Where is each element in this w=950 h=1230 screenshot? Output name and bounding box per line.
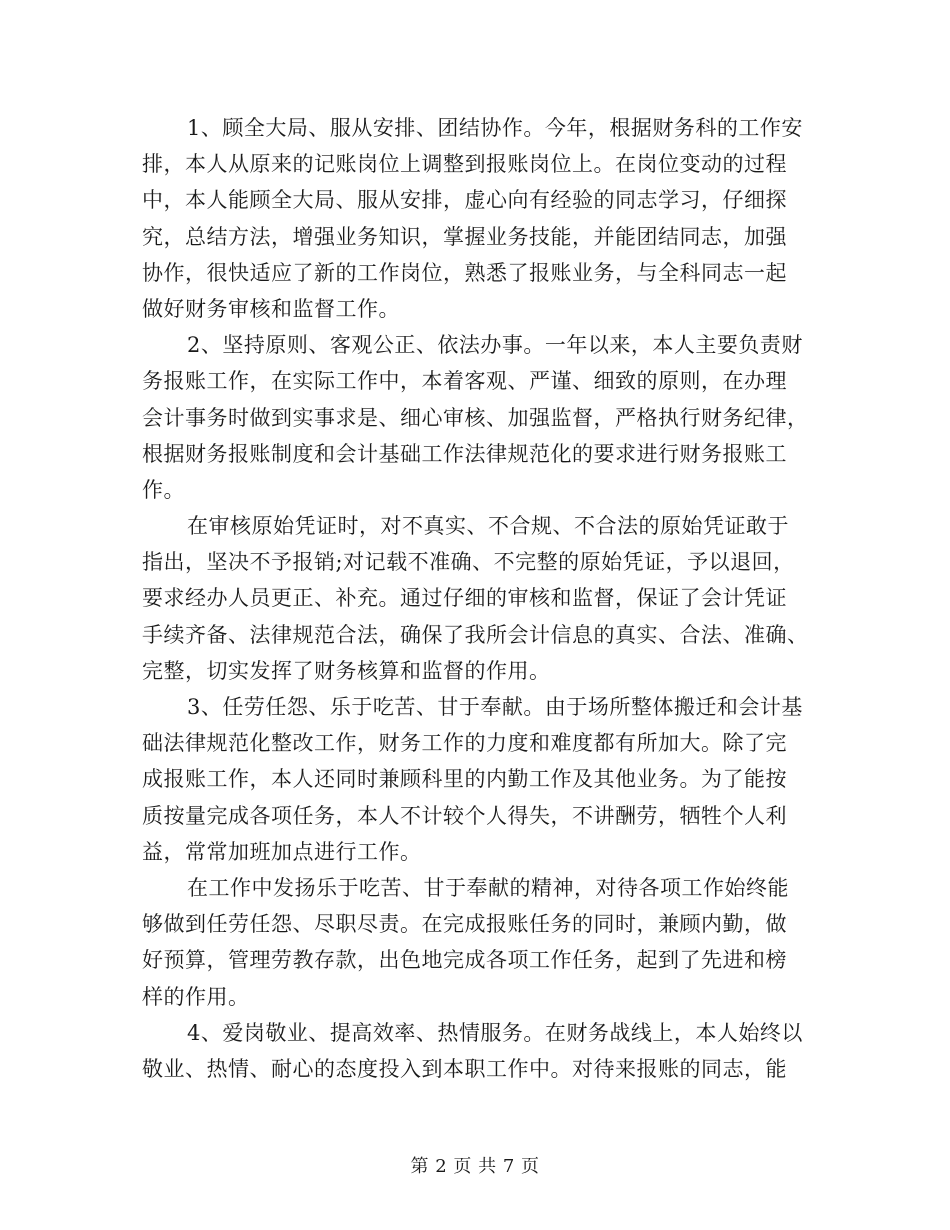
text-line: 好预算，管理劳教存款，出色地完成各项工作任务，起到了先进和榜 [142,948,787,973]
text-line: 作。 [142,477,185,502]
text-line: 2、坚持原则、客观公正、依法办事。一年以来，本人主要负责财 [187,333,803,358]
text-line: 协作，很快适应了新的工作岗位，熟悉了报账业务，与全科同志一起 [142,260,787,285]
text-line: 排，本人从原来的记账岗位上调整到报账岗位上。在岗位变动的过程 [142,152,787,177]
text-line: 要求经办人员更正、补充。通过仔细的审核和监督，保证了会计凭证 [142,586,787,611]
text-line: 在工作中发扬乐于吃苦、甘于奉献的精神，对待各项工作始终能 [187,875,789,900]
text-line: 完整，切实发挥了财务核算和监督的作用。 [142,658,551,683]
text-line: 成报账工作，本人还同时兼顾科里的内勤工作及其他业务。为了能按 [142,767,787,792]
text-line: 在审核原始凭证时，对不真实、不合规、不合法的原始凭证敢于 [187,514,789,539]
text-line: 务报账工作，在实际工作中，本着客观、严谨、细致的原则，在办理 [142,369,787,394]
document-body [142,110,810,1087]
text-line: 会计事务时做到实事求是、细心审核、加强监督，严格执行财务纪律， [142,405,809,430]
text-line: 4、爱岗敬业、提高效率、热情服务。在财务战线上，本人始终以 [187,1020,803,1045]
page-number-footer: 第 2 页 共 7 页 [410,1156,540,1177]
text-line: 根据财务报账制度和会计基础工作法律规范化的要求进行财务报账工 [142,441,787,466]
text-line: 础法律规范化整改工作，财务工作的力度和难度都有所加大。除了完 [142,731,787,756]
text-line: 质按量完成各项任务，本人不计较个人得失，不讲酬劳，牺牲个人利 [142,803,787,828]
text-line: 敬业、热情、耐心的态度投入到本职工作中。对待来报账的同志，能 [142,1056,787,1081]
text-line: 手续齐备、法律规范合法，确保了我所会计信息的真实、合法、准确、 [142,622,809,647]
text-line: 1、顾全大局、服从安排、团结协作。今年，根据财务科的工作安 [187,116,803,140]
text-line: 做好财务审核和监督工作。 [142,296,400,321]
text-line: 中，本人能顾全大局、服从安排，虚心向有经验的同志学习，仔细探 [142,188,787,213]
text-line: 指出，坚决不予报销;对记载不准确、不完整的原始凭证，予以退回， [142,550,795,575]
text-line: 3、任劳任怨、乐于吃苦、甘于奉献。由于场所整体搬迁和会计基 [187,695,803,719]
text-line: 益，常常加班加点进行工作。 [142,839,422,864]
text-line: 够做到任劳任怨、尽职尽责。在完成报账任务的同时，兼顾内勤，做 [142,912,787,937]
text-line: 样的作用。 [142,984,250,1009]
text-line: 究，总结方法，增强业务知识，掌握业务技能，并能团结同志，加强 [142,224,787,249]
